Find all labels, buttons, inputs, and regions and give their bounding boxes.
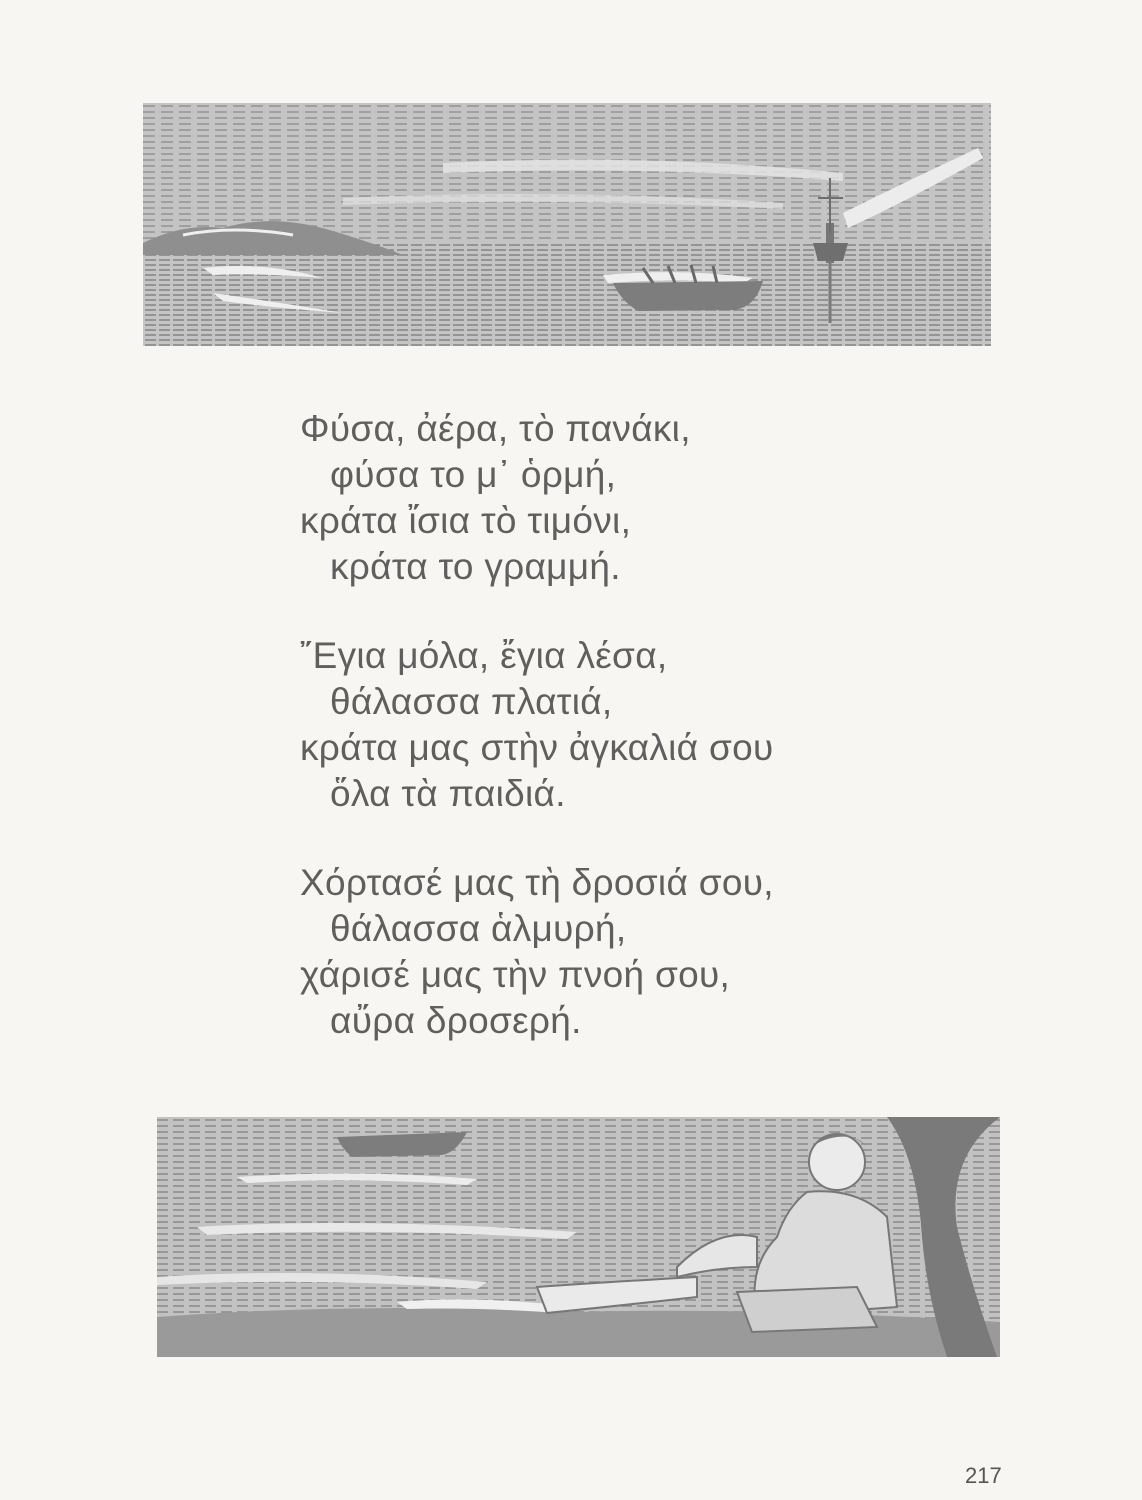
page-number: 217 [965, 1463, 1002, 1488]
stanza-3 [300, 860, 960, 1044]
stanza-1 [300, 406, 960, 590]
poem [300, 406, 960, 1044]
stanza-2 [300, 633, 960, 817]
poem-line: θάλασσα ἁλμυρή, [330, 908, 627, 949]
poem-line: ὅλα τὰ παιδιά. [330, 773, 566, 814]
boy-by-sea-illustration [157, 1117, 1000, 1357]
poem-line: αὔρα δροσερή. [330, 1000, 582, 1041]
sea-engraving-top [143, 103, 991, 346]
poem-line: φύσα το μ᾽ ὁρμή, [330, 454, 617, 495]
poem-line: κράτα μας στὴν ἀγκαλιά σου [300, 727, 774, 768]
poem-line: χάρισέ μας τὴν πνοή σου, [300, 954, 731, 995]
poem-line: κράτα το γραμμή. [330, 546, 621, 587]
poem-line: ῎Εγια μόλα, ἔγια λέσα, [300, 635, 668, 676]
poem-line: Φύσα, ἀέρα, τὸ πανάκι, [300, 408, 691, 449]
sea-engraving-bottom [157, 1117, 1000, 1357]
sea-boat-illustration [143, 103, 991, 346]
poem-line: θάλασσα πλατιά, [330, 681, 613, 722]
poem-line: κράτα ἴσια τὸ τιμόνι, [300, 500, 632, 541]
poem-line: Χόρτασέ μας τὴ δροσιά σου, [300, 862, 774, 903]
